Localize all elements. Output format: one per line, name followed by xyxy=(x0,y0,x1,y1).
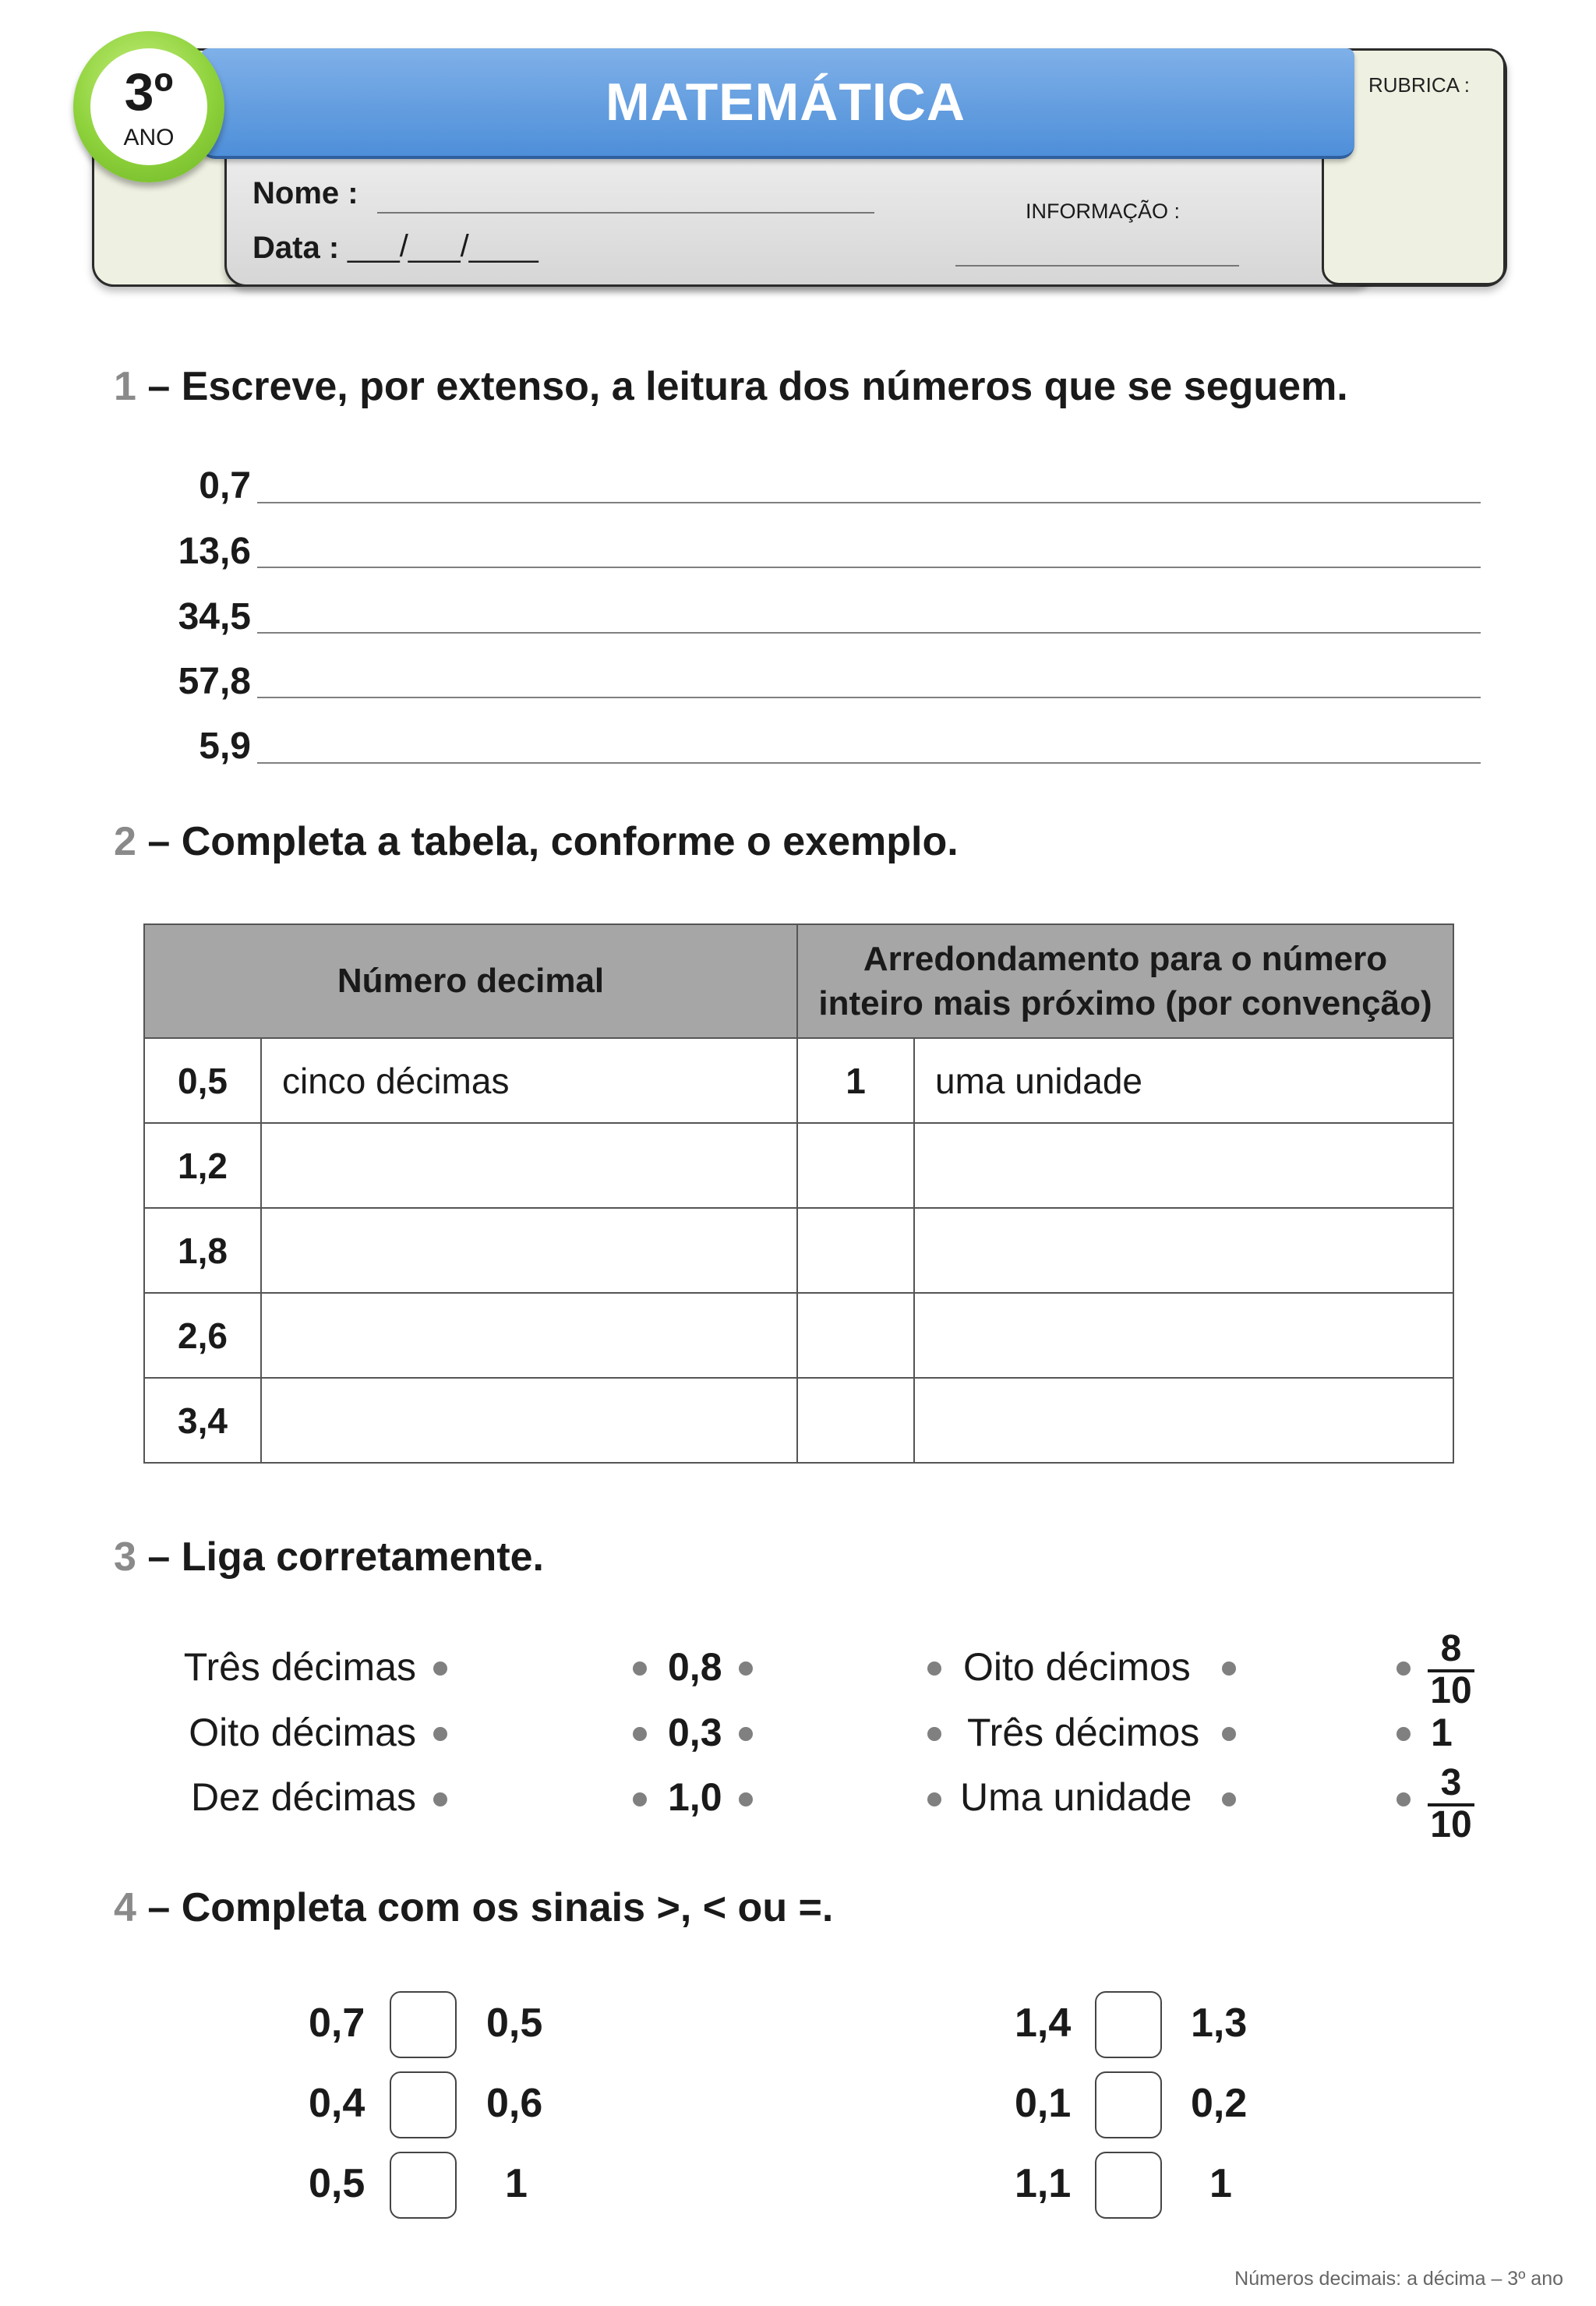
compare-right-value: 1 xyxy=(505,2161,528,2206)
compare-left-value: 0,4 xyxy=(309,2081,365,2126)
q1-answer-line[interactable] xyxy=(257,697,1481,698)
q2-title xyxy=(114,818,959,865)
rounding-table xyxy=(143,923,1454,1464)
compare-right-value: 1 xyxy=(1209,2161,1232,2206)
compare-left-value: 1,4 xyxy=(1015,2001,1072,2046)
cell-rounded[interactable] xyxy=(797,1293,914,1378)
cell-rounded-words[interactable] xyxy=(914,1293,1453,1378)
cell-rounded-words: uma unidade xyxy=(914,1038,1453,1123)
table-row xyxy=(144,1038,1453,1123)
match-item-c: Uma unidade xyxy=(960,1775,1192,1819)
table-row xyxy=(144,1293,1453,1378)
q1-instruction: – Escreve, por extenso, a leitura dos números que se seguem. xyxy=(147,364,1348,409)
col-header-rounding-line2: inteiro mais próximo (por convenção) xyxy=(818,984,1432,1022)
table-row xyxy=(144,1123,1453,1208)
data-field[interactable]: ___/___/____ xyxy=(348,229,538,263)
cell-words[interactable] xyxy=(261,1123,797,1208)
q3-number: 3 xyxy=(114,1534,136,1580)
match-dot[interactable] xyxy=(1222,1727,1236,1741)
q4-title xyxy=(114,1884,833,1931)
match-dot[interactable] xyxy=(1396,1792,1411,1806)
compare-sign-box[interactable] xyxy=(390,2152,457,2219)
compare-sign-box[interactable] xyxy=(390,2071,457,2138)
q1-answer-line[interactable] xyxy=(257,762,1481,764)
compare-sign-box[interactable] xyxy=(390,1991,457,2058)
cell-decimal: 3,4 xyxy=(144,1378,261,1463)
compare-right-value: 0,6 xyxy=(486,2081,543,2126)
match-item-c: Três décimos xyxy=(967,1711,1200,1754)
q2-number: 2 xyxy=(114,819,136,864)
rubrica-label: RUBRICA : xyxy=(1368,73,1471,97)
cell-rounded-words[interactable] xyxy=(914,1378,1453,1463)
match-dot[interactable] xyxy=(739,1792,753,1806)
table-row xyxy=(144,1208,1453,1293)
match-dot[interactable] xyxy=(433,1662,447,1676)
informacao-label: INFORMAÇÃO : xyxy=(1026,200,1181,223)
compare-sign-box[interactable] xyxy=(1095,2152,1162,2219)
match-item-a: Oito décimas xyxy=(189,1711,416,1754)
nome-label: Nome : xyxy=(252,176,358,210)
cell-words: cinco décimas xyxy=(261,1038,797,1123)
match-item-a: Três décimas xyxy=(183,1645,416,1689)
q4-instruction: – Completa com os sinais >, < ou =. xyxy=(147,1885,834,1930)
col-header-rounding xyxy=(797,924,1453,1038)
match-dot[interactable] xyxy=(927,1792,941,1806)
cell-decimal: 2,6 xyxy=(144,1293,261,1378)
grade-number: 3º xyxy=(124,62,174,122)
match-item-d: 1 xyxy=(1431,1711,1453,1754)
cell-words[interactable] xyxy=(261,1293,797,1378)
compare-left-value: 0,5 xyxy=(309,2161,365,2206)
cell-words[interactable] xyxy=(261,1208,797,1293)
compare-sign-box[interactable] xyxy=(1095,1991,1162,2058)
subject-title: MATEMÁTICA xyxy=(606,72,966,132)
fraction-numerator: 3 xyxy=(1440,1762,1462,1803)
cell-rounded[interactable] xyxy=(797,1123,914,1208)
match-dot[interactable] xyxy=(739,1727,753,1741)
table-row xyxy=(144,1378,1453,1463)
match-dot[interactable] xyxy=(1222,1792,1236,1806)
cell-decimal: 0,5 xyxy=(144,1038,261,1123)
compare-right-value: 0,2 xyxy=(1191,2081,1248,2126)
match-dot[interactable] xyxy=(633,1727,647,1741)
cell-words[interactable] xyxy=(261,1378,797,1463)
cell-rounded[interactable] xyxy=(797,1208,914,1293)
compare-left-value: 1,1 xyxy=(1015,2161,1072,2206)
match-dot[interactable] xyxy=(739,1662,753,1676)
informacao-field[interactable] xyxy=(955,265,1239,267)
cell-decimal: 1,2 xyxy=(144,1123,261,1208)
q1-answer-line[interactable] xyxy=(257,567,1481,568)
match-dot[interactable] xyxy=(927,1662,941,1676)
grade-subtitle: ANO xyxy=(123,125,175,150)
col-header-rounding-line1: Arredondamento para o número xyxy=(863,939,1388,978)
q1-item-number: 5,9 xyxy=(199,726,251,767)
match-dot[interactable] xyxy=(927,1727,941,1741)
match-dot[interactable] xyxy=(1222,1662,1236,1676)
col-header-decimal: Número decimal xyxy=(144,924,797,1038)
q2-instruction: – Completa a tabela, conforme o exemplo. xyxy=(147,819,959,864)
match-dot[interactable] xyxy=(633,1662,647,1676)
cell-decimal: 1,8 xyxy=(144,1208,261,1293)
q3-title xyxy=(114,1534,544,1580)
compare-left-value: 0,7 xyxy=(309,2001,365,2046)
q1-item-number: 57,8 xyxy=(178,661,251,702)
q1-number: 1 xyxy=(114,364,136,409)
q1-item-number: 0,7 xyxy=(199,465,251,507)
fraction-numerator: 8 xyxy=(1440,1628,1462,1669)
compare-right-value: 0,5 xyxy=(486,2001,543,2046)
table-header-row xyxy=(144,924,1453,1038)
match-item-b: 1,0 xyxy=(668,1775,722,1819)
match-item-b: 0,8 xyxy=(668,1645,722,1689)
subject-banner xyxy=(201,48,1354,159)
match-dot[interactable] xyxy=(633,1792,647,1806)
fraction-denominator: 10 xyxy=(1430,1804,1472,1845)
match-dot[interactable] xyxy=(433,1792,447,1806)
fraction-denominator: 10 xyxy=(1430,1670,1472,1711)
compare-sign-box[interactable] xyxy=(1095,2071,1162,2138)
match-item-b: 0,3 xyxy=(668,1711,722,1754)
match-item-c: Oito décimos xyxy=(963,1645,1191,1689)
page-footer: Números decimais: a décima – 3º ano xyxy=(1234,2268,1563,2290)
cell-rounded: 1 xyxy=(797,1038,914,1123)
match-dot[interactable] xyxy=(433,1727,447,1741)
cell-rounded-words[interactable] xyxy=(914,1208,1453,1293)
compare-right-value: 1,3 xyxy=(1191,2001,1248,2046)
q1-answer-line[interactable] xyxy=(257,632,1481,634)
nome-field[interactable] xyxy=(377,212,874,214)
q1-item-number: 13,6 xyxy=(178,531,251,572)
cell-rounded-words[interactable] xyxy=(914,1123,1453,1208)
q1-item-number: 34,5 xyxy=(178,596,251,637)
cell-rounded[interactable] xyxy=(797,1378,914,1463)
match-dot[interactable] xyxy=(1396,1727,1411,1741)
q1-title xyxy=(114,363,1348,410)
q3-instruction: – Liga corretamente. xyxy=(147,1534,544,1580)
data-label: Data : xyxy=(252,231,340,265)
match-dot[interactable] xyxy=(1396,1662,1411,1676)
q1-answer-line[interactable] xyxy=(257,502,1481,503)
q4-number: 4 xyxy=(114,1885,136,1930)
compare-left-value: 0,1 xyxy=(1015,2081,1072,2126)
match-item-a: Dez décimas xyxy=(191,1775,416,1819)
